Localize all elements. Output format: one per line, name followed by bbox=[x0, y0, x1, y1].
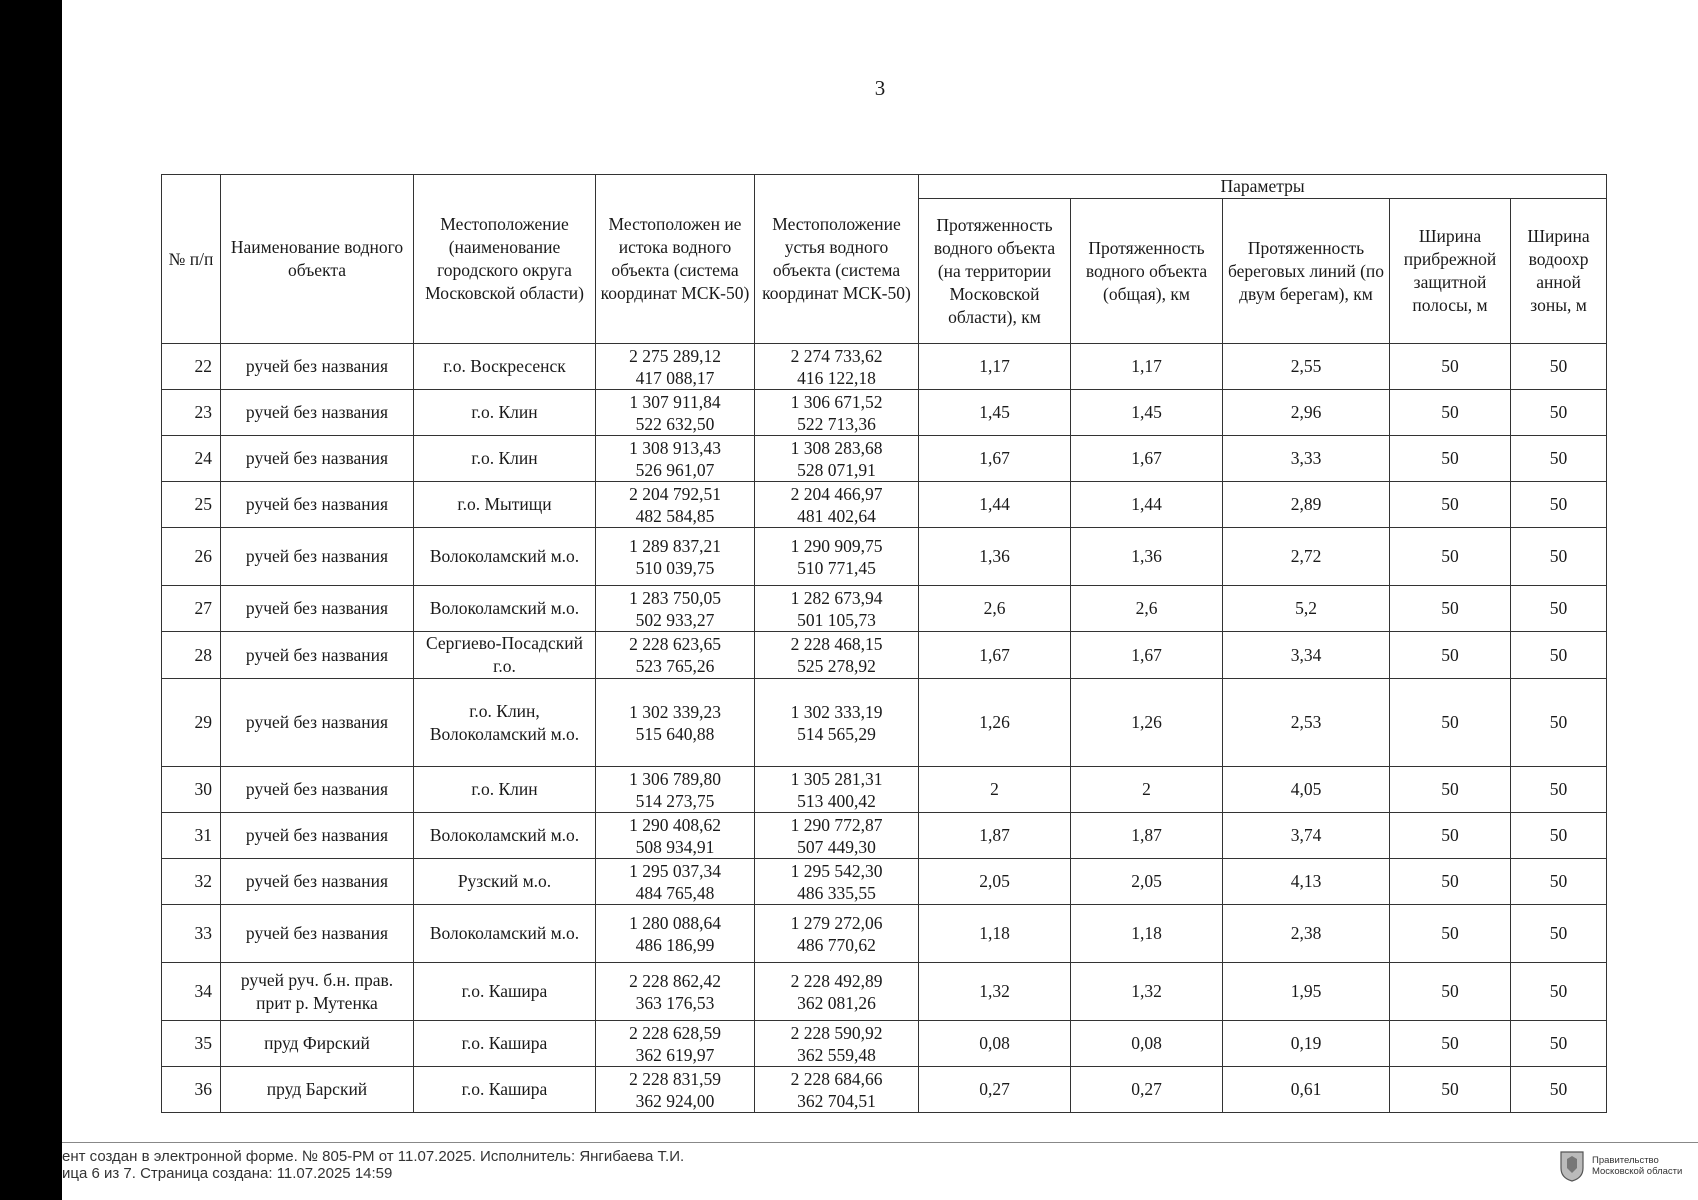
mouth-coordinates bbox=[755, 344, 919, 390]
mouth-coordinates bbox=[755, 1021, 919, 1067]
location: Рузский м.о. bbox=[414, 859, 596, 905]
source-coordinates-line: 522 632,50 bbox=[635, 413, 715, 434]
coastal-width: 50 bbox=[1390, 390, 1511, 436]
mouth-coordinates-line: 362 081,26 bbox=[797, 992, 876, 1013]
gov-label-line-1: Правительство bbox=[1592, 1155, 1659, 1166]
table-row bbox=[162, 390, 1607, 436]
length-mo: 1,17 bbox=[919, 344, 1071, 390]
source-coordinates bbox=[596, 528, 755, 586]
length-mo: 1,36 bbox=[919, 528, 1071, 586]
scan-left-edge bbox=[0, 0, 62, 1200]
location: г.о. Воскресенск bbox=[414, 344, 596, 390]
length-mo: 2 bbox=[919, 767, 1071, 813]
source-coordinates-line: 1 307 911,84 bbox=[629, 391, 721, 412]
mouth-coordinates-line: 1 305 281,31 bbox=[790, 768, 883, 789]
shoreline-length: 2,72 bbox=[1223, 528, 1390, 586]
source-coordinates-line: 363 176,53 bbox=[635, 992, 715, 1013]
length-mo: 1,67 bbox=[919, 632, 1071, 679]
source-coordinates-line: 2 204 792,51 bbox=[629, 483, 721, 504]
object-name: ручей без названия bbox=[221, 859, 414, 905]
header-params: Параметры bbox=[919, 175, 1607, 199]
length-total: 1,44 bbox=[1071, 482, 1223, 528]
coastal-width: 50 bbox=[1390, 1021, 1511, 1067]
source-coordinates-line: 1 280 088,64 bbox=[629, 912, 721, 933]
length-mo: 2,05 bbox=[919, 859, 1071, 905]
source-coordinates-line: 1 295 037,34 bbox=[629, 860, 721, 881]
object-name: ручей руч. б.н. прав. прит р. Мутенка bbox=[221, 963, 414, 1021]
mouth-coordinates bbox=[755, 436, 919, 482]
source-coordinates-line: 1 308 913,43 bbox=[629, 437, 721, 458]
length-total: 1,17 bbox=[1071, 344, 1223, 390]
mouth-coordinates-line: 1 306 671,52 bbox=[790, 391, 883, 412]
mouth-coordinates bbox=[755, 1067, 919, 1113]
length-mo: 1,44 bbox=[919, 482, 1071, 528]
location: г.о. Кашира bbox=[414, 963, 596, 1021]
source-coordinates-line: 514 273,75 bbox=[635, 790, 715, 811]
mouth-coordinates bbox=[755, 813, 919, 859]
coastal-width: 50 bbox=[1390, 482, 1511, 528]
source-coordinates-line: 482 584,85 bbox=[635, 505, 715, 526]
object-name: ручей без названия bbox=[221, 679, 414, 767]
row-number: 25 bbox=[162, 482, 221, 528]
mouth-coordinates-line: 2 204 466,97 bbox=[790, 483, 883, 504]
header-name: Наименование водного объекта bbox=[221, 175, 414, 344]
row-number: 34 bbox=[162, 963, 221, 1021]
mouth-coordinates-line: 501 105,73 bbox=[797, 609, 876, 630]
length-mo: 0,08 bbox=[919, 1021, 1071, 1067]
object-name: ручей без названия bbox=[221, 586, 414, 632]
mouth-coordinates-line: 1 302 333,19 bbox=[790, 701, 883, 722]
mouth-coordinates bbox=[755, 528, 919, 586]
mouth-coordinates-line: 528 071,91 bbox=[797, 459, 876, 480]
source-coordinates-line: 2 228 623,65 bbox=[629, 634, 721, 654]
row-number: 22 bbox=[162, 344, 221, 390]
row-number: 32 bbox=[162, 859, 221, 905]
page-number: 3 bbox=[874, 76, 886, 100]
row-number: 23 bbox=[162, 390, 221, 436]
coastal-width: 50 bbox=[1390, 528, 1511, 586]
length-mo: 2,6 bbox=[919, 586, 1071, 632]
mouth-coordinates bbox=[755, 963, 919, 1021]
source-coordinates-line: 515 640,88 bbox=[635, 723, 715, 744]
protection-width: 50 bbox=[1511, 1067, 1607, 1113]
source-coordinates-line: 2 228 862,42 bbox=[629, 970, 721, 991]
source-coordinates-line: 484 765,48 bbox=[635, 882, 715, 903]
length-total: 2,05 bbox=[1071, 859, 1223, 905]
row-number: 27 bbox=[162, 586, 221, 632]
footer-stamp bbox=[62, 1148, 684, 1182]
object-name: пруд Барский bbox=[221, 1067, 414, 1113]
length-total: 1,26 bbox=[1071, 679, 1223, 767]
length-mo: 1,67 bbox=[919, 436, 1071, 482]
water-objects-table bbox=[161, 174, 1607, 1113]
mouth-coordinates-line: 510 771,45 bbox=[797, 557, 876, 578]
length-total: 1,45 bbox=[1071, 390, 1223, 436]
source-coordinates-line: 510 039,75 bbox=[635, 557, 715, 578]
coastal-width: 50 bbox=[1390, 859, 1511, 905]
row-number: 29 bbox=[162, 679, 221, 767]
shoreline-length: 2,89 bbox=[1223, 482, 1390, 528]
table-row bbox=[162, 1067, 1607, 1113]
shoreline-length: 4,05 bbox=[1223, 767, 1390, 813]
location: Волоколамский м.о. bbox=[414, 813, 596, 859]
table-row bbox=[162, 767, 1607, 813]
coastal-width: 50 bbox=[1390, 963, 1511, 1021]
source-coordinates bbox=[596, 344, 755, 390]
mouth-coordinates-line: 1 308 283,68 bbox=[790, 437, 883, 458]
protection-width: 50 bbox=[1511, 767, 1607, 813]
table-row bbox=[162, 528, 1607, 586]
protection-width: 50 bbox=[1511, 963, 1607, 1021]
location: г.о. Клин bbox=[414, 767, 596, 813]
coastal-width: 50 bbox=[1390, 813, 1511, 859]
coat-of-arms-icon bbox=[1558, 1150, 1586, 1182]
source-coordinates bbox=[596, 436, 755, 482]
source-coordinates-line: 2 228 628,59 bbox=[629, 1022, 721, 1043]
source-coordinates-line: 502 933,27 bbox=[635, 609, 715, 630]
mouth-coordinates-line: 1 279 272,06 bbox=[790, 912, 883, 933]
row-number: 24 bbox=[162, 436, 221, 482]
shoreline-length: 2,96 bbox=[1223, 390, 1390, 436]
location: г.о. Мытищи bbox=[414, 482, 596, 528]
table-row bbox=[162, 905, 1607, 963]
object-name: ручей без названия bbox=[221, 436, 414, 482]
row-number: 28 bbox=[162, 632, 221, 679]
location: г.о. Кашира bbox=[414, 1067, 596, 1113]
coastal-width: 50 bbox=[1390, 632, 1511, 679]
shoreline-length: 2,38 bbox=[1223, 905, 1390, 963]
source-coordinates-line: 508 934,91 bbox=[635, 836, 715, 857]
length-total: 0,27 bbox=[1071, 1067, 1223, 1113]
mouth-coordinates-line: 2 228 492,89 bbox=[790, 970, 883, 991]
mouth-coordinates-line: 513 400,42 bbox=[797, 790, 876, 811]
source-coordinates-line: 362 924,00 bbox=[635, 1090, 715, 1111]
shoreline-length: 4,13 bbox=[1223, 859, 1390, 905]
source-coordinates-line: 526 961,07 bbox=[635, 459, 715, 480]
object-name: ручей без названия bbox=[221, 482, 414, 528]
protection-width: 50 bbox=[1511, 679, 1607, 767]
table-row bbox=[162, 813, 1607, 859]
mouth-coordinates-line: 507 449,30 bbox=[797, 836, 876, 857]
source-coordinates bbox=[596, 905, 755, 963]
mouth-coordinates-line: 486 770,62 bbox=[797, 934, 876, 955]
shoreline-length: 0,61 bbox=[1223, 1067, 1390, 1113]
length-total: 2 bbox=[1071, 767, 1223, 813]
mouth-coordinates-line: 2 228 684,66 bbox=[790, 1068, 883, 1089]
source-coordinates-line: 2 228 831,59 bbox=[629, 1068, 721, 1089]
source-coordinates bbox=[596, 390, 755, 436]
object-name: пруд Фирский bbox=[221, 1021, 414, 1067]
mouth-coordinates-line: 486 335,55 bbox=[797, 882, 876, 903]
shoreline-length: 3,74 bbox=[1223, 813, 1390, 859]
coastal-width: 50 bbox=[1390, 679, 1511, 767]
row-number: 35 bbox=[162, 1021, 221, 1067]
mouth-coordinates-line: 2 228 468,15 bbox=[790, 634, 883, 654]
source-coordinates bbox=[596, 1067, 755, 1113]
shoreline-length: 1,95 bbox=[1223, 963, 1390, 1021]
mouth-coordinates-line: 481 402,64 bbox=[797, 505, 876, 526]
source-coordinates bbox=[596, 482, 755, 528]
source-coordinates bbox=[596, 1021, 755, 1067]
shoreline-length: 2,55 bbox=[1223, 344, 1390, 390]
header-coastal-width: Ширина прибрежной защитной полосы, м bbox=[1390, 199, 1511, 344]
source-coordinates-line: 1 289 837,21 bbox=[629, 535, 721, 556]
mouth-coordinates bbox=[755, 859, 919, 905]
location: Волоколамский м.о. bbox=[414, 586, 596, 632]
mouth-coordinates bbox=[755, 482, 919, 528]
row-number: 31 bbox=[162, 813, 221, 859]
source-coordinates-line: 523 765,26 bbox=[635, 656, 715, 676]
protection-width: 50 bbox=[1511, 632, 1607, 679]
length-total: 1,36 bbox=[1071, 528, 1223, 586]
location: Волоколамский м.о. bbox=[414, 528, 596, 586]
coastal-width: 50 bbox=[1390, 586, 1511, 632]
protection-width: 50 bbox=[1511, 344, 1607, 390]
protection-width: 50 bbox=[1511, 390, 1607, 436]
source-coordinates-line: 1 283 750,05 bbox=[629, 587, 721, 608]
mouth-coordinates-line: 2 274 733,62 bbox=[790, 345, 883, 366]
mouth-coordinates-line: 362 559,48 bbox=[797, 1044, 876, 1065]
footer-line-1: ент создан в электронной форме. № 805-РМ от 11.07.2025. Исполнитель: Янгибаева Т.И. bbox=[62, 1148, 685, 1165]
object-name: ручей без названия bbox=[221, 632, 414, 679]
header-mouth: Местоположение устья водного объекта (система координат МСК-50) bbox=[755, 175, 919, 344]
coastal-width: 50 bbox=[1390, 344, 1511, 390]
source-coordinates-line: 362 619,97 bbox=[635, 1044, 715, 1065]
table-row bbox=[162, 859, 1607, 905]
header-protection-width: Ширина водоохр анной зоны, м bbox=[1511, 199, 1607, 344]
object-name: ручей без названия bbox=[221, 813, 414, 859]
source-coordinates bbox=[596, 767, 755, 813]
location: Волоколамский м.о. bbox=[414, 905, 596, 963]
table-row bbox=[162, 344, 1607, 390]
header-length-total: Протяженность водного объекта (общая), км bbox=[1071, 199, 1223, 344]
source-coordinates bbox=[596, 813, 755, 859]
mouth-coordinates-line: 362 704,51 bbox=[797, 1090, 876, 1111]
shoreline-length: 5,2 bbox=[1223, 586, 1390, 632]
mouth-coordinates bbox=[755, 905, 919, 963]
source-coordinates bbox=[596, 679, 755, 767]
mouth-coordinates bbox=[755, 586, 919, 632]
length-total: 1,18 bbox=[1071, 905, 1223, 963]
protection-width: 50 bbox=[1511, 813, 1607, 859]
table-row bbox=[162, 679, 1607, 767]
mouth-coordinates bbox=[755, 767, 919, 813]
source-coordinates-line: 2 275 289,12 bbox=[629, 345, 721, 366]
mouth-coordinates-line: 525 278,92 bbox=[797, 656, 876, 676]
length-total: 1,67 bbox=[1071, 436, 1223, 482]
location: Сергиево-Посадский г.о. bbox=[414, 632, 596, 679]
protection-width: 50 bbox=[1511, 528, 1607, 586]
protection-width: 50 bbox=[1511, 436, 1607, 482]
mouth-coordinates-line: 1 290 772,87 bbox=[790, 814, 883, 835]
gov-label bbox=[1592, 1155, 1682, 1177]
mouth-coordinates-line: 522 713,36 bbox=[797, 413, 876, 434]
length-mo: 1,87 bbox=[919, 813, 1071, 859]
row-number: 33 bbox=[162, 905, 221, 963]
object-name: ручей без названия bbox=[221, 767, 414, 813]
mouth-coordinates bbox=[755, 632, 919, 679]
gov-label-line-2: Московской области bbox=[1592, 1166, 1683, 1177]
source-coordinates-line: 1 306 789,80 bbox=[629, 768, 721, 789]
protection-width: 50 bbox=[1511, 859, 1607, 905]
length-total: 1,32 bbox=[1071, 963, 1223, 1021]
object-name: ручей без названия bbox=[221, 905, 414, 963]
source-coordinates-line: 1 290 408,62 bbox=[629, 814, 721, 835]
shoreline-length: 0,19 bbox=[1223, 1021, 1390, 1067]
shoreline-length: 3,33 bbox=[1223, 436, 1390, 482]
source-coordinates-line: 486 186,99 bbox=[635, 934, 715, 955]
row-number: 26 bbox=[162, 528, 221, 586]
protection-width: 50 bbox=[1511, 482, 1607, 528]
location: г.о. Клин bbox=[414, 436, 596, 482]
table-row bbox=[162, 436, 1607, 482]
length-mo: 1,45 bbox=[919, 390, 1071, 436]
length-mo: 1,32 bbox=[919, 963, 1071, 1021]
row-number: 30 bbox=[162, 767, 221, 813]
mouth-coordinates-line: 1 290 909,75 bbox=[790, 535, 883, 556]
source-coordinates-line: 417 088,17 bbox=[635, 367, 715, 388]
length-total: 2,6 bbox=[1071, 586, 1223, 632]
length-total: 0,08 bbox=[1071, 1021, 1223, 1067]
source-coordinates bbox=[596, 859, 755, 905]
row-number: 36 bbox=[162, 1067, 221, 1113]
header-shoreline: Протяженность береговых линий (по двум берегам), км bbox=[1223, 199, 1390, 344]
header-num: № п/п bbox=[162, 175, 221, 344]
mouth-coordinates-line: 514 565,29 bbox=[797, 723, 876, 744]
coastal-width: 50 bbox=[1390, 767, 1511, 813]
mouth-coordinates-line: 1 282 673,94 bbox=[790, 587, 883, 608]
table-row bbox=[162, 482, 1607, 528]
header-source: Местоположен ие истока водного объекта (система координат МСК-50) bbox=[596, 175, 755, 344]
location: г.о. Клин, Волоколамский м.о. bbox=[414, 679, 596, 767]
source-coordinates bbox=[596, 632, 755, 679]
table-row bbox=[162, 1021, 1607, 1067]
location: г.о. Клин bbox=[414, 390, 596, 436]
length-total: 1,87 bbox=[1071, 813, 1223, 859]
length-mo: 0,27 bbox=[919, 1067, 1071, 1113]
mouth-coordinates-line: 2 228 590,92 bbox=[790, 1022, 883, 1043]
footer-line-2: ица 6 из 7. Страница создана: 11.07.2025 14:59 bbox=[62, 1165, 393, 1182]
length-mo: 1,18 bbox=[919, 905, 1071, 963]
header-length-mo: Протяженность водного объекта (на территории Московской области), км bbox=[919, 199, 1071, 344]
mouth-coordinates bbox=[755, 390, 919, 436]
mouth-coordinates-line: 416 122,18 bbox=[797, 367, 876, 388]
shoreline-length: 3,34 bbox=[1223, 632, 1390, 679]
location: г.о. Кашира bbox=[414, 1021, 596, 1067]
object-name: ручей без названия bbox=[221, 390, 414, 436]
source-coordinates-line: 1 302 339,23 bbox=[629, 701, 721, 722]
shoreline-length: 2,53 bbox=[1223, 679, 1390, 767]
length-total: 1,67 bbox=[1071, 632, 1223, 679]
object-name: ручей без названия bbox=[221, 528, 414, 586]
protection-width: 50 bbox=[1511, 905, 1607, 963]
object-name: ручей без названия bbox=[221, 344, 414, 390]
footer-divider bbox=[62, 1142, 1698, 1143]
coastal-width: 50 bbox=[1390, 436, 1511, 482]
source-coordinates bbox=[596, 963, 755, 1021]
mouth-coordinates bbox=[755, 679, 919, 767]
table-row bbox=[162, 586, 1607, 632]
source-coordinates bbox=[596, 586, 755, 632]
mouth-coordinates-line: 1 295 542,30 bbox=[790, 860, 883, 881]
header-location: Местоположение (наименование городского округа Московской области) bbox=[414, 175, 596, 344]
coastal-width: 50 bbox=[1390, 1067, 1511, 1113]
table-row bbox=[162, 632, 1607, 679]
length-mo: 1,26 bbox=[919, 679, 1071, 767]
table-row bbox=[162, 963, 1607, 1021]
protection-width: 50 bbox=[1511, 586, 1607, 632]
protection-width: 50 bbox=[1511, 1021, 1607, 1067]
coastal-width: 50 bbox=[1390, 905, 1511, 963]
